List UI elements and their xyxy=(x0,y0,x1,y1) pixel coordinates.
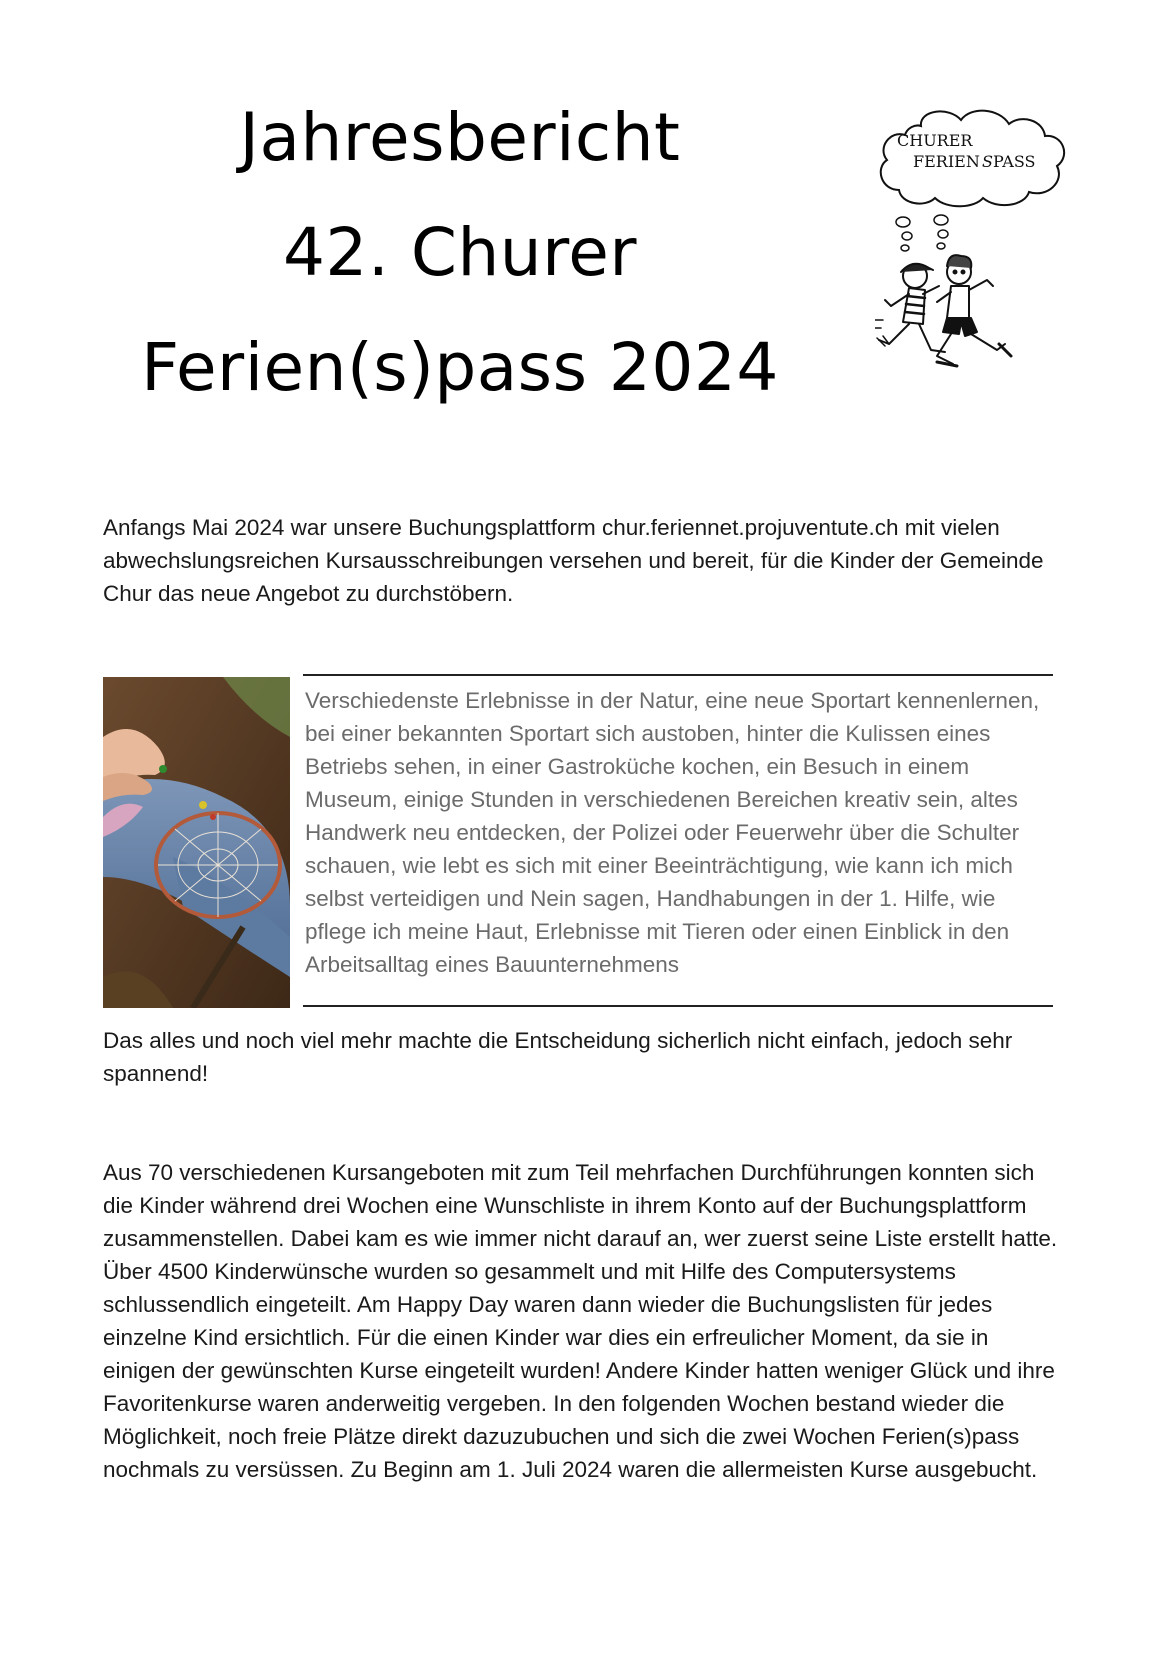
activities-quote-text: Verschiedenste Erlebnisse in der Natur, eine neue Sportart kennenlernen, bei einer bekannten Sportart sich austoben, hinter die Kulissen eines Betriebs sehen, in einer Gastroküche kochen, ein Besuch in einem Museum, einige Stunden in verschiedenen Bereichen kreativ sein, altes Handwerk neu entdecken, der Polizei oder Feuerwehr über die Schulter schauen, wie lebt es sich mit einer Beeinträchtigung, wie kann ich mich selbst verteidigen und Nein sagen, Handhabungen in der 1. Hilfe, wie pflege ich meine Haut, Erlebnisse mit Tieren oder einen Einblick in den Arbeitsalltag eines Bauunternehmens xyxy=(305,688,1040,977)
intro-paragraph: Anfangs Mai 2024 war unsere Buchungsplattform chur.feriennet.projuventute.ch mit vielen abwechslungsreichen Kursausschreibungen versehen und bereit, für die Kinder der Gemeinde Chur das neue Angebot zu durchstöbern. xyxy=(103,515,1044,606)
activities-quote-box xyxy=(303,674,1053,1007)
page-title xyxy=(120,80,800,425)
title-line-3: Ferien(s)pass 2024 xyxy=(141,329,779,406)
booking-paragraph: Aus 70 verschiedenen Kursangeboten mit zum Teil mehrfachen Durchführungen konnten sich die Kinder während drei Wochen eine Wunschliste in ihrem Konto auf der Buchungsplattform zusammenstellen. Dabei kam es wie immer nicht darauf an, wer zuerst seine Liste erstellt hatte. Über 4500 Kinderwünsche wurden so gesammelt und mit Hilfe des Computersystems schlussendlich eingeteilt. Am Happy Day waren dann wieder die Buchungslisten für jedes einzelne Kind ersichtlich. Für die einen Kinder war dies ein erfreulicher Moment, da sie in einigen der gewünschten Kurse eingeteilt wurden! Andere Kinder hatten weniger Glück und ihre Favoritenkurse waren anderweitig vergeben. In den folgenden Wochen bestand wieder die Möglichkeit, noch freie Plätze direkt dazuzubuchen und sich die zwei Wochen Ferien(s)pass nochmals zu versüssen. Zu Beginn am 1. Juli 2024 waren die allermeisten Kurse ausgebucht. xyxy=(103,1160,1058,1482)
churer-ferienspass-logo xyxy=(875,100,1075,420)
dreamcatcher-craft-photo xyxy=(103,677,290,1008)
running-kids-icon xyxy=(875,255,1011,366)
logo-text-line2: FERIEN xyxy=(913,152,980,171)
title-line-1: Jahresbericht xyxy=(239,99,681,176)
decision-paragraph: Das alles und noch viel mehr machte die Entscheidung sicherlich nicht einfach, jedoch sehr spannend! xyxy=(103,1028,1013,1086)
logo-text-line1: CHURER xyxy=(897,131,973,150)
logo-text-line2-end: PASS xyxy=(993,152,1036,171)
title-line-2: 42. Churer xyxy=(282,214,638,291)
svg-text:S: S xyxy=(982,152,993,171)
